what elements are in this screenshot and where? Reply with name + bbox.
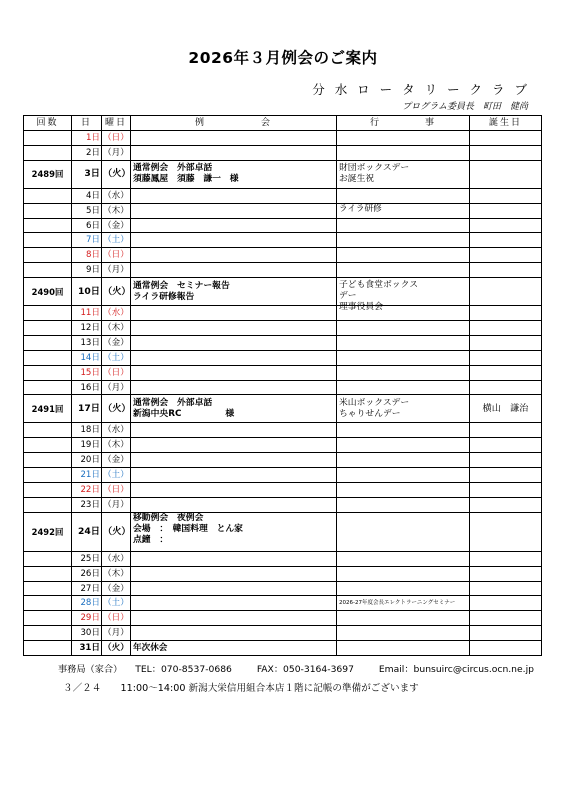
meeting-cell (131, 218, 337, 233)
birthday-cell (470, 131, 542, 146)
meeting-number-cell: 2489回 (24, 160, 72, 188)
birthday-cell (470, 497, 542, 512)
table-row (24, 395, 542, 423)
meeting-number-cell (24, 218, 72, 233)
day-cell: 10日 (72, 278, 102, 306)
event-cell (337, 497, 470, 512)
event-cell (337, 438, 470, 453)
event-cell (337, 581, 470, 596)
weekday-cell: （金） (102, 453, 131, 468)
weekday-cell: （木） (102, 566, 131, 581)
meeting-cell (131, 641, 337, 656)
table-row (24, 626, 542, 641)
weekday-cell: （火） (102, 395, 131, 423)
event-cell (337, 233, 470, 248)
weekday-cell: （水） (102, 423, 131, 438)
weekday-cell: （月） (102, 145, 131, 160)
schedule-body (24, 131, 542, 656)
meeting-cell (131, 188, 337, 203)
event-line: 財団ボックスデー (339, 163, 410, 174)
meeting-cell (131, 512, 337, 551)
meeting-cell (131, 131, 337, 146)
weekday-cell: （日） (102, 131, 131, 146)
weekday-cell: （火） (102, 641, 131, 656)
table-row (24, 581, 542, 596)
table-row (24, 438, 542, 453)
birthday-cell (470, 438, 542, 453)
table-row (24, 483, 542, 498)
weekday-cell: （金） (102, 581, 131, 596)
day-cell: 3日 (72, 160, 102, 188)
day-cell: 26日 (72, 566, 102, 581)
event-line: 子ども食堂ボックス (339, 279, 419, 290)
birthday-cell (470, 551, 542, 566)
event-cell (337, 188, 470, 203)
table-row (24, 596, 542, 611)
meeting-number-cell (24, 468, 72, 483)
meeting-number-cell (24, 380, 72, 395)
day-cell: 18日 (72, 423, 102, 438)
day-cell: 9日 (72, 263, 102, 278)
event-cell (337, 278, 470, 312)
day-cell: 30日 (72, 626, 102, 641)
day-cell: 12日 (72, 321, 102, 336)
event-cell (337, 218, 470, 233)
meeting-cell (131, 380, 337, 395)
meeting-number-cell (24, 131, 72, 146)
meeting-number-cell: 2491回 (24, 395, 72, 423)
event-cell (337, 145, 470, 160)
birthday-cell (470, 278, 542, 306)
meeting-cell (131, 438, 337, 453)
meeting-number-cell (24, 365, 72, 380)
event-cell (337, 335, 470, 350)
meeting-cell (131, 611, 337, 626)
meeting-cell (131, 248, 337, 263)
birthday-cell (470, 581, 542, 596)
event-cell (337, 263, 470, 278)
day-cell: 7日 (72, 233, 102, 248)
event-cell (337, 248, 470, 263)
day-cell: 11日 (72, 306, 102, 321)
weekday-cell: （金） (102, 218, 131, 233)
table-row (24, 380, 542, 395)
table-row (24, 468, 542, 483)
meeting-cell (131, 551, 337, 566)
meeting-cell (131, 468, 337, 483)
table-row (24, 233, 542, 248)
event-cell (337, 203, 470, 218)
weekday-cell: （水） (102, 306, 131, 321)
meeting-number-cell: 2490回 (24, 278, 72, 306)
day-cell: 24日 (72, 512, 102, 551)
meeting-number-cell (24, 188, 72, 203)
table-row (24, 145, 542, 160)
event-cell (337, 626, 470, 641)
header-meeting: 例 会 (131, 116, 337, 131)
meeting-number-cell (24, 483, 72, 498)
weekday-cell: （水） (102, 188, 131, 203)
meeting-number-cell (24, 551, 72, 566)
event-cell (337, 423, 470, 438)
weekday-cell: （土） (102, 350, 131, 365)
birthday-cell (470, 566, 542, 581)
event-cell (337, 321, 470, 336)
meeting-cell (131, 581, 337, 596)
table-row (24, 566, 542, 581)
meeting-cell (131, 203, 337, 218)
meeting-cell (131, 306, 337, 321)
weekday-cell: （土） (102, 468, 131, 483)
event-cell (337, 551, 470, 566)
day-cell: 8日 (72, 248, 102, 263)
weekday-cell: （金） (102, 335, 131, 350)
event-line: デー (339, 290, 357, 301)
birthday-cell (470, 365, 542, 380)
birthday-cell (470, 160, 542, 188)
table-header-row (24, 116, 542, 131)
meeting-number-cell (24, 335, 72, 350)
weekday-cell: （火） (102, 160, 131, 188)
birthday-cell (470, 596, 542, 611)
meeting-cell (131, 395, 337, 423)
day-cell: 25日 (72, 551, 102, 566)
event-cell (337, 611, 470, 626)
birthday-cell (470, 380, 542, 395)
meeting-number-cell (24, 350, 72, 365)
weekday-cell: （木） (102, 438, 131, 453)
birthday-cell (470, 483, 542, 498)
meeting-number-cell (24, 263, 72, 278)
event-cell (337, 483, 470, 498)
weekday-cell: （土） (102, 596, 131, 611)
meeting-cell (131, 278, 337, 306)
table-row (24, 248, 542, 263)
weekday-cell: （土） (102, 233, 131, 248)
meeting-line: 年次休会 (133, 642, 168, 653)
event-cell (337, 512, 470, 551)
meeting-number-cell (24, 306, 72, 321)
table-row (24, 365, 542, 380)
meeting-number-cell (24, 233, 72, 248)
footer-contact (58, 661, 534, 675)
event-cell (337, 566, 470, 581)
weekday-cell: （月） (102, 626, 131, 641)
office-tel: TEL：070‐8537‐0686 (135, 664, 232, 675)
page-title: 2026年３月例会のご案内 (188, 49, 378, 67)
footer-note: ３／２４ 11:00～14:00 新潟大栄信用組合本店１階に記帳の準備がございます (63, 683, 419, 694)
weekday-cell: （月） (102, 263, 131, 278)
meeting-line: 通常例会 外部卓話 (133, 163, 213, 174)
table-row (24, 321, 542, 336)
birthday-cell (470, 263, 542, 278)
table-row (24, 160, 542, 188)
day-cell: 28日 (72, 596, 102, 611)
birthday-cell (470, 512, 542, 551)
day-cell: 5日 (72, 203, 102, 218)
weekday-cell: （月） (102, 497, 131, 512)
program-chair: プログラム委員長 町田 健尚 (402, 102, 528, 112)
meeting-line: ライラ研修報告 (133, 291, 195, 302)
weekday-cell: （日） (102, 611, 131, 626)
meeting-number-cell (24, 566, 72, 581)
table-row (24, 611, 542, 626)
table-row (24, 278, 542, 306)
meeting-line: 新潟中央RC 様 (133, 408, 235, 419)
day-cell: 4日 (72, 188, 102, 203)
table-row (24, 497, 542, 512)
birthday-cell (470, 641, 542, 656)
meeting-cell (131, 350, 337, 365)
birthday-cell (470, 248, 542, 263)
office-label: 事務局（家合） (58, 664, 123, 675)
birthday-cell (470, 423, 542, 438)
event-line: 理事役員会 (339, 301, 383, 312)
office-email: Email：bunsuirc@circus.ocn.ne.jp (378, 664, 534, 675)
weekday-cell: （火） (102, 278, 131, 306)
event-line: お誕生祝 (339, 174, 375, 185)
meeting-line: 須藤鳳屋 須藤 謙一 様 (133, 174, 239, 185)
meeting-number-cell (24, 423, 72, 438)
meeting-cell (131, 335, 337, 350)
weekday-cell: （日） (102, 248, 131, 263)
birthday-cell (470, 611, 542, 626)
meeting-number-cell (24, 581, 72, 596)
meeting-cell (131, 233, 337, 248)
event-cell (337, 160, 470, 188)
schedule-table (23, 115, 542, 656)
meeting-cell (131, 423, 337, 438)
day-cell: 20日 (72, 453, 102, 468)
table-row (24, 131, 542, 146)
table-row (24, 512, 542, 551)
header-count: 回数 (24, 116, 72, 131)
birthday-cell (470, 203, 542, 218)
birthday-cell: 横山 謙治 (470, 395, 542, 423)
meeting-cell (131, 626, 337, 641)
meeting-number-cell (24, 145, 72, 160)
meeting-number-cell: 2492回 (24, 512, 72, 551)
meeting-number-cell (24, 611, 72, 626)
meeting-line: 通常例会 セミナー報告 (133, 280, 230, 291)
weekday-cell: （木） (102, 203, 131, 218)
weekday-cell: （水） (102, 551, 131, 566)
meeting-number-cell (24, 248, 72, 263)
header-day: 日 (72, 116, 102, 131)
table-row (24, 551, 542, 566)
event-cell (337, 468, 470, 483)
meeting-number-cell (24, 438, 72, 453)
event-line: 2026‐27年度会長エレクトラーニングセミナー (339, 599, 456, 606)
table-row (24, 350, 542, 365)
table-row (24, 423, 542, 438)
day-cell: 19日 (72, 438, 102, 453)
birthday-cell (470, 306, 542, 321)
meeting-cell (131, 566, 337, 581)
table-row (24, 306, 542, 321)
event-line: 米山ボックスデー (339, 397, 410, 408)
weekday-cell: （日） (102, 483, 131, 498)
event-cell (337, 596, 470, 611)
day-cell: 29日 (72, 611, 102, 626)
office-fax: FAX：050‐3164‐3697 (256, 664, 354, 675)
meeting-line: 会場 ： 韓国料理 とん家 (133, 523, 243, 534)
day-cell: 21日 (72, 468, 102, 483)
meeting-number-cell (24, 626, 72, 641)
meeting-line: 通常例会 外部卓話 (133, 397, 213, 408)
table-row (24, 263, 542, 278)
event-line: ちゃりせんデー (339, 408, 401, 419)
meeting-line: 移動例会 夜例会 (133, 512, 204, 523)
table-row (24, 335, 542, 350)
meeting-number-cell (24, 497, 72, 512)
event-line: ライラ研修 (339, 203, 382, 214)
event-cell (337, 365, 470, 380)
table-row (24, 453, 542, 468)
table-row (24, 218, 542, 233)
table-row (24, 203, 542, 218)
birthday-cell (470, 218, 542, 233)
day-cell: 16日 (72, 380, 102, 395)
meeting-cell (131, 497, 337, 512)
event-cell (337, 453, 470, 468)
table-row (24, 188, 542, 203)
club-name: 分 水 ロ ー タ リ ー ク ラ ブ (312, 82, 530, 97)
meeting-number-cell (24, 641, 72, 656)
meeting-cell (131, 483, 337, 498)
day-cell: 1日 (72, 131, 102, 146)
meeting-number-cell (24, 596, 72, 611)
day-cell: 27日 (72, 581, 102, 596)
birthday-cell (470, 468, 542, 483)
weekday-cell: （木） (102, 321, 131, 336)
day-cell: 15日 (72, 365, 102, 380)
event-cell (337, 641, 470, 656)
meeting-number-cell (24, 321, 72, 336)
day-cell: 13日 (72, 335, 102, 350)
day-cell: 6日 (72, 218, 102, 233)
meeting-cell (131, 160, 337, 188)
birthday-cell (470, 321, 542, 336)
birthday-cell (470, 626, 542, 641)
event-cell (337, 131, 470, 146)
meeting-number-cell (24, 453, 72, 468)
meeting-number-cell (24, 203, 72, 218)
header-weekday: 曜日 (102, 116, 131, 131)
birthday-cell (470, 188, 542, 203)
meeting-cell (131, 453, 337, 468)
weekday-cell: （火） (102, 512, 131, 551)
event-cell (337, 380, 470, 395)
day-cell: 17日 (72, 395, 102, 423)
weekday-cell: （月） (102, 380, 131, 395)
event-cell (337, 395, 470, 423)
meeting-cell (131, 365, 337, 380)
event-cell (337, 350, 470, 365)
meeting-cell (131, 263, 337, 278)
meeting-cell (131, 145, 337, 160)
birthday-cell (470, 453, 542, 468)
day-cell: 22日 (72, 483, 102, 498)
day-cell: 23日 (72, 497, 102, 512)
day-cell: 14日 (72, 350, 102, 365)
meeting-cell (131, 596, 337, 611)
day-cell: 31日 (72, 641, 102, 656)
birthday-cell (470, 335, 542, 350)
meeting-line: 点鐘 ： (133, 534, 169, 545)
table-row (24, 641, 542, 656)
birthday-cell (470, 145, 542, 160)
meeting-cell (131, 321, 337, 336)
day-cell: 2日 (72, 145, 102, 160)
birthday-cell (470, 233, 542, 248)
birthday-cell (470, 350, 542, 365)
weekday-cell: （日） (102, 365, 131, 380)
header-events: 行 事 (337, 116, 470, 131)
header-birthday: 誕生日 (470, 116, 542, 131)
